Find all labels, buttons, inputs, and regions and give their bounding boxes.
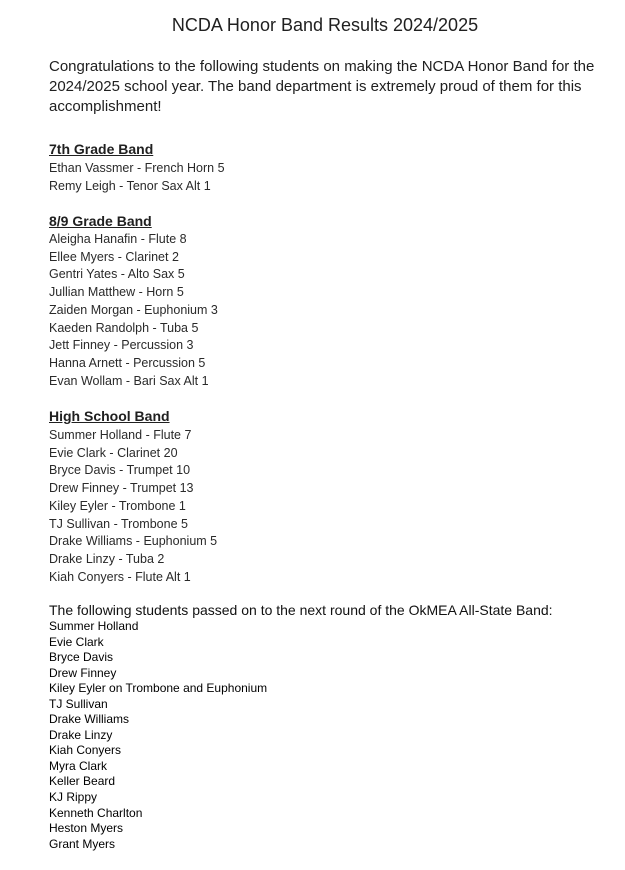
section-list-8-9-grade (49, 231, 218, 390)
list-item: Gentri Yates - Alto Sax 5 (49, 267, 185, 282)
list-item: Summer Holland (49, 619, 139, 633)
list-item: Heston Myers (49, 821, 124, 836)
list-item: Jullian Matthew - Horn 5 (49, 285, 184, 300)
list-item: Drake Williams - Euphonium 5 (49, 534, 218, 549)
list-item: Summer Holland - Flute 7 (49, 428, 192, 442)
list-item: Drew Finney - Trumpet 13 (49, 481, 194, 496)
list-item: Kiley Eyler on Trombone and Euphonium (49, 681, 268, 696)
list-item: Zaiden Morgan - Euphonium 3 (49, 302, 218, 317)
list-item: Drake Linzy - Tuba 2 (49, 551, 165, 566)
section-heading-7th-grade: 7th Grade Band (49, 141, 154, 157)
list-item: Jett Finney - Percussion 3 (49, 338, 194, 353)
list-item: TJ Sullivan - Trombone 5 (49, 516, 188, 531)
list-item: Kenneth Charlton (49, 805, 143, 820)
intro-paragraph: Congratulations to the following students on making the NCDA Honor Band for the 2024/2025 school year. The band department is extremely proud of them for this accomplishment! (49, 58, 595, 115)
list-item: Aleigha Hanafin - Flute 8 (49, 232, 187, 246)
list-item: TJ Sullivan (49, 696, 108, 711)
list-item: Kiley Eyler - Trombone 1 (49, 498, 186, 513)
allstate-intro: The following students passed on to the next round of the OkMEA All-State Band: (49, 602, 553, 618)
list-item: Remy Leigh - Tenor Sax Alt 1 (49, 178, 211, 193)
section-heading-high-school: High School Band (49, 408, 170, 424)
list-item: Hanna Arnett - Percussion 5 (49, 355, 206, 370)
list-item: Evan Wollam - Bari Sax Alt 1 (49, 373, 209, 388)
list-item: Bryce Davis - Trumpet 10 (49, 463, 191, 478)
list-item: Evie Clark (49, 634, 104, 649)
section-list-7th-grade (49, 160, 225, 195)
list-item: Bryce Davis (49, 650, 114, 665)
list-item: Drew Finney (49, 665, 117, 680)
allstate-student-list (49, 619, 267, 852)
list-item: Keller Beard (49, 774, 116, 789)
section-heading-8-9-grade: 8/9 Grade Band (49, 213, 152, 229)
list-item: Kiah Conyers - Flute Alt 1 (49, 569, 191, 584)
list-item: Grant Myers (49, 836, 116, 851)
list-item: Ethan Vassmer - French Horn 5 (49, 161, 225, 175)
list-item: Drake Williams (49, 712, 130, 727)
list-item: Myra Clark (49, 758, 108, 773)
list-item: Evie Clark - Clarinet 20 (49, 445, 178, 460)
page-title: NCDA Honor Band Results 2024/2025 (171, 15, 479, 35)
list-item: Kiah Conyers (49, 743, 122, 758)
list-item: KJ Rippy (49, 790, 98, 805)
list-item: Ellee Myers - Clarinet 2 (49, 249, 179, 264)
list-item: Kaeden Randolph - Tuba 5 (49, 320, 199, 335)
section-list-high-school (49, 427, 217, 586)
list-item: Drake Linzy (49, 727, 113, 742)
